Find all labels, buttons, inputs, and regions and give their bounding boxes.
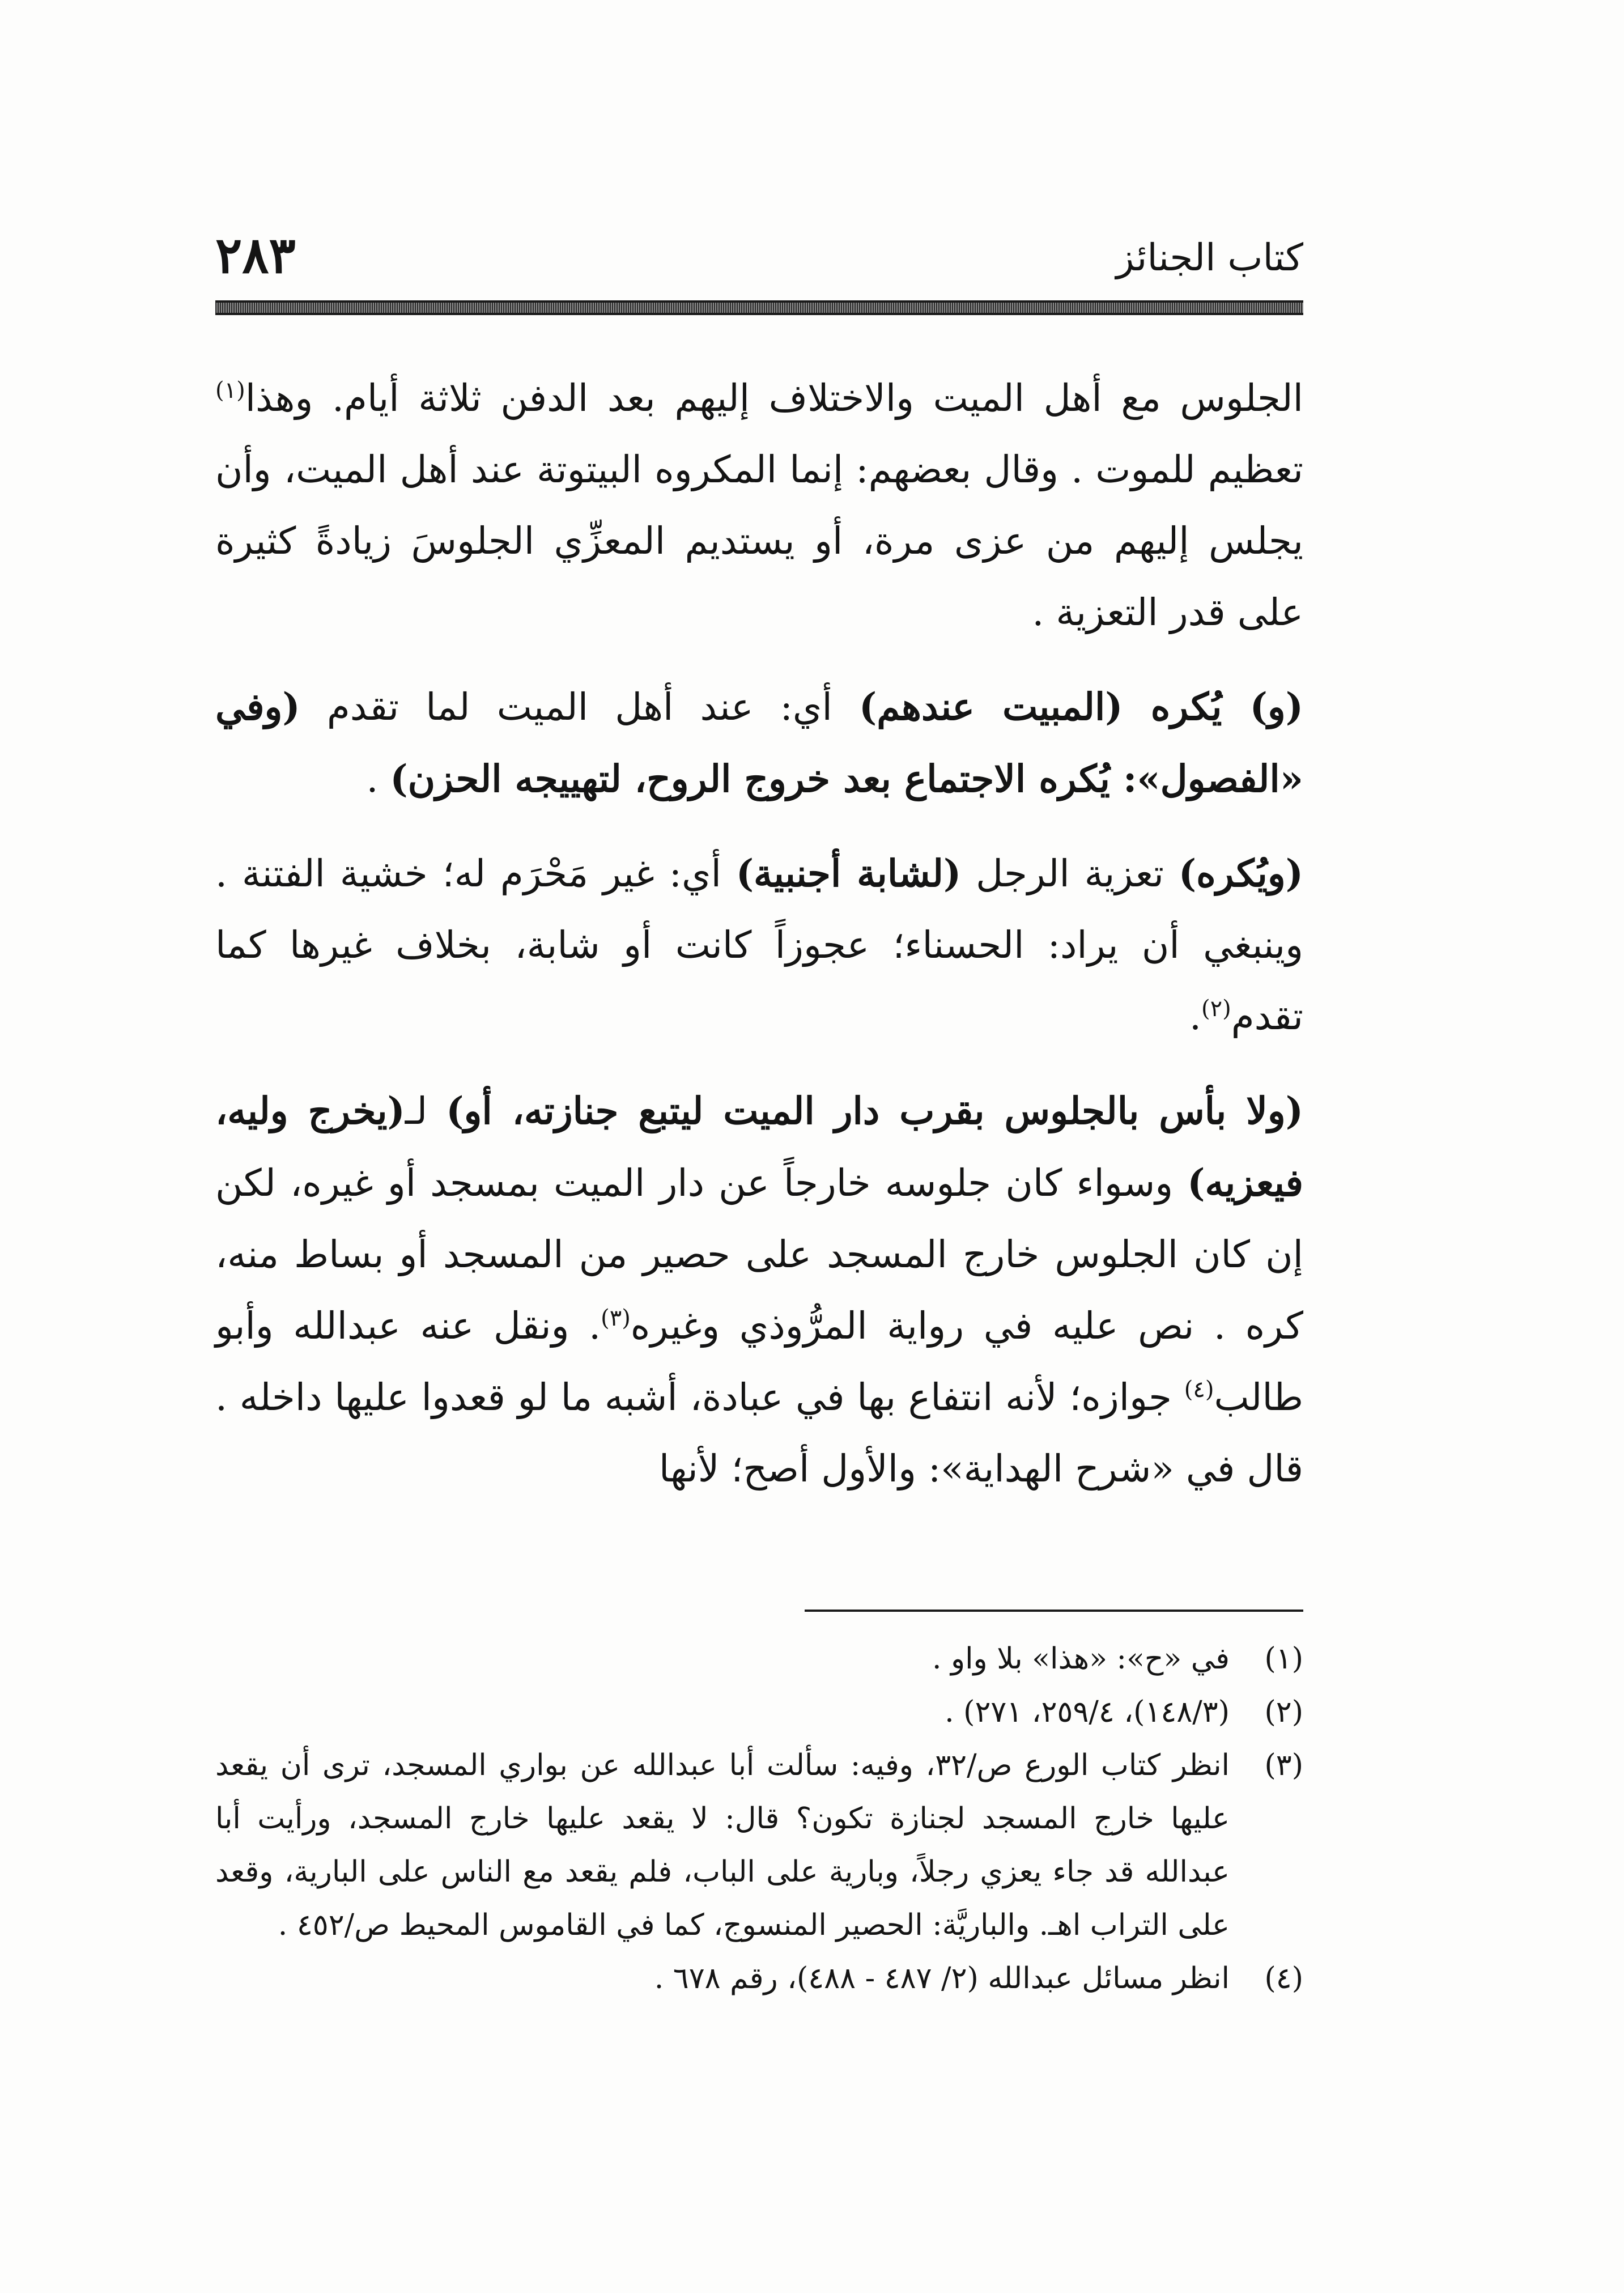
- paragraph-text: لـ: [405, 1089, 447, 1133]
- footnote-ref-2: (٢): [1201, 996, 1231, 1022]
- paragraph-2: [215, 671, 1303, 815]
- footnote-ref-3: (٣): [601, 1305, 631, 1331]
- bold-term: (وفي «الفصول»: يُكره الاجتماع بعد خروج الروح، لتهييجه الحزن): [215, 685, 1303, 801]
- bold-term: (يخرج وليه، فيعزيه): [215, 1089, 1303, 1205]
- main-text: [215, 363, 1303, 1522]
- footnote-ref-1: (١): [215, 377, 245, 404]
- footnote-divider: [805, 1610, 1303, 1612]
- footnote-number: (٢): [1264, 1695, 1303, 1729]
- bold-term: (و) يُكره: [1123, 685, 1303, 729]
- footnote-2: [215, 1685, 1303, 1739]
- bold-term: (لشابة أجنبية): [736, 851, 962, 895]
- footnote-4: [215, 1952, 1303, 2005]
- paragraph-1: [215, 363, 1303, 648]
- paragraph-4: [215, 1075, 1303, 1505]
- page-number: ٢٨٣: [215, 226, 296, 284]
- footnote-1: [215, 1632, 1303, 1685]
- bold-term: (المبيت عندهم): [859, 685, 1123, 729]
- paragraph-text: تعزية الرجل: [961, 852, 1179, 895]
- footnote-text: انظر مسائل عبدالله (٢/ ٤٨٧ - ٤٨٨)، رقم ٦٧٨ .: [654, 1961, 1230, 1995]
- paragraph-text: تعظيم للموت . وقال بعضهم: إنما المكروه البيتوتة عند أهل الميت، وأن يجلس إليهم من عزى مرة، أو يستديم المعزِّي الجلوسَ زيادةً كثيرة على قدر التعزية .: [215, 448, 1303, 634]
- footnote-text: (١٤٨/٣)، ٢٥٩/٤، ٢٧١) .: [945, 1695, 1230, 1729]
- footnotes: [215, 1632, 1303, 2005]
- footnote-text: انظر كتاب الورع ص/٣٢، وفيه: سألت أبا عبدالله عن بواري المسجد، ترى أن يقعد عليها خارج المسجد لجنازة تكون؟ قال: لا يقعد عليها خارج المسجد، ورأيت أبا عبدالله قد جاء يعزي رجلاً، وبارية على الباب، فلم يقعد مع الناس على البارية، وقعد على التراب اهـ. والباريَّة: الحصير المنسوج، كما في القاموس المحيط ص/٤٥٢ .: [215, 1748, 1230, 1942]
- paragraph-text: وسواء كان جلوسه خارجاً عن دار الميت بمسجد أو غيره، لكن إن كان الجلوس خارج المسجد على حصير من المسجد أو بساط منه، كره . نص عليه في رواية المرُّوذي وغيره: [215, 1161, 1303, 1348]
- paragraph-text: .: [1189, 995, 1202, 1038]
- paragraph-text: أي: عند أهل الميت لما تقدم: [300, 685, 860, 729]
- paragraph-text: أي: غير مَحْرَم له؛ خشية الفتنة . وينبغي أن يراد: الحسناء؛ عجوزاً كانت أو شابة، بخلاف غيرها كما تقدم: [215, 852, 1303, 1038]
- page-header: [215, 226, 1303, 292]
- paragraph-text: .: [366, 757, 390, 801]
- footnote-number: (١): [1264, 1642, 1303, 1676]
- footnote-ref-4: (٤): [1184, 1377, 1214, 1403]
- bold-term: (ولا بأس بالجلوس بقرب دار الميت ليتبع جنازته، أو): [446, 1089, 1303, 1133]
- paragraph-text: الجلوس مع أهل الميت والاختلاف إليهم بعد الدفن ثلاثة أيام. وهذا: [245, 376, 1303, 420]
- paragraph-text: . ونقل عنه عبدالله وأبو طالب: [215, 1304, 1303, 1419]
- footnote-number: (٣): [1264, 1748, 1303, 1782]
- footnote-number: (٤): [1264, 1961, 1303, 1995]
- footnote-3: [215, 1739, 1303, 1952]
- header-divider: [215, 300, 1303, 315]
- bold-term: (ويُكره): [1178, 851, 1303, 895]
- paragraph-3: [215, 838, 1303, 1052]
- running-title: كتاب الجنائز: [1116, 236, 1303, 279]
- paragraph-text: جوازه؛ لأنه انتفاع بها في عبادة، أشبه ما لو قعدوا عليها داخله . قال في «شرح الهداية»: والأول أصح؛ لأنها: [215, 1375, 1303, 1491]
- footnote-text: في «ح»: «هذا» بلا واو .: [932, 1642, 1230, 1676]
